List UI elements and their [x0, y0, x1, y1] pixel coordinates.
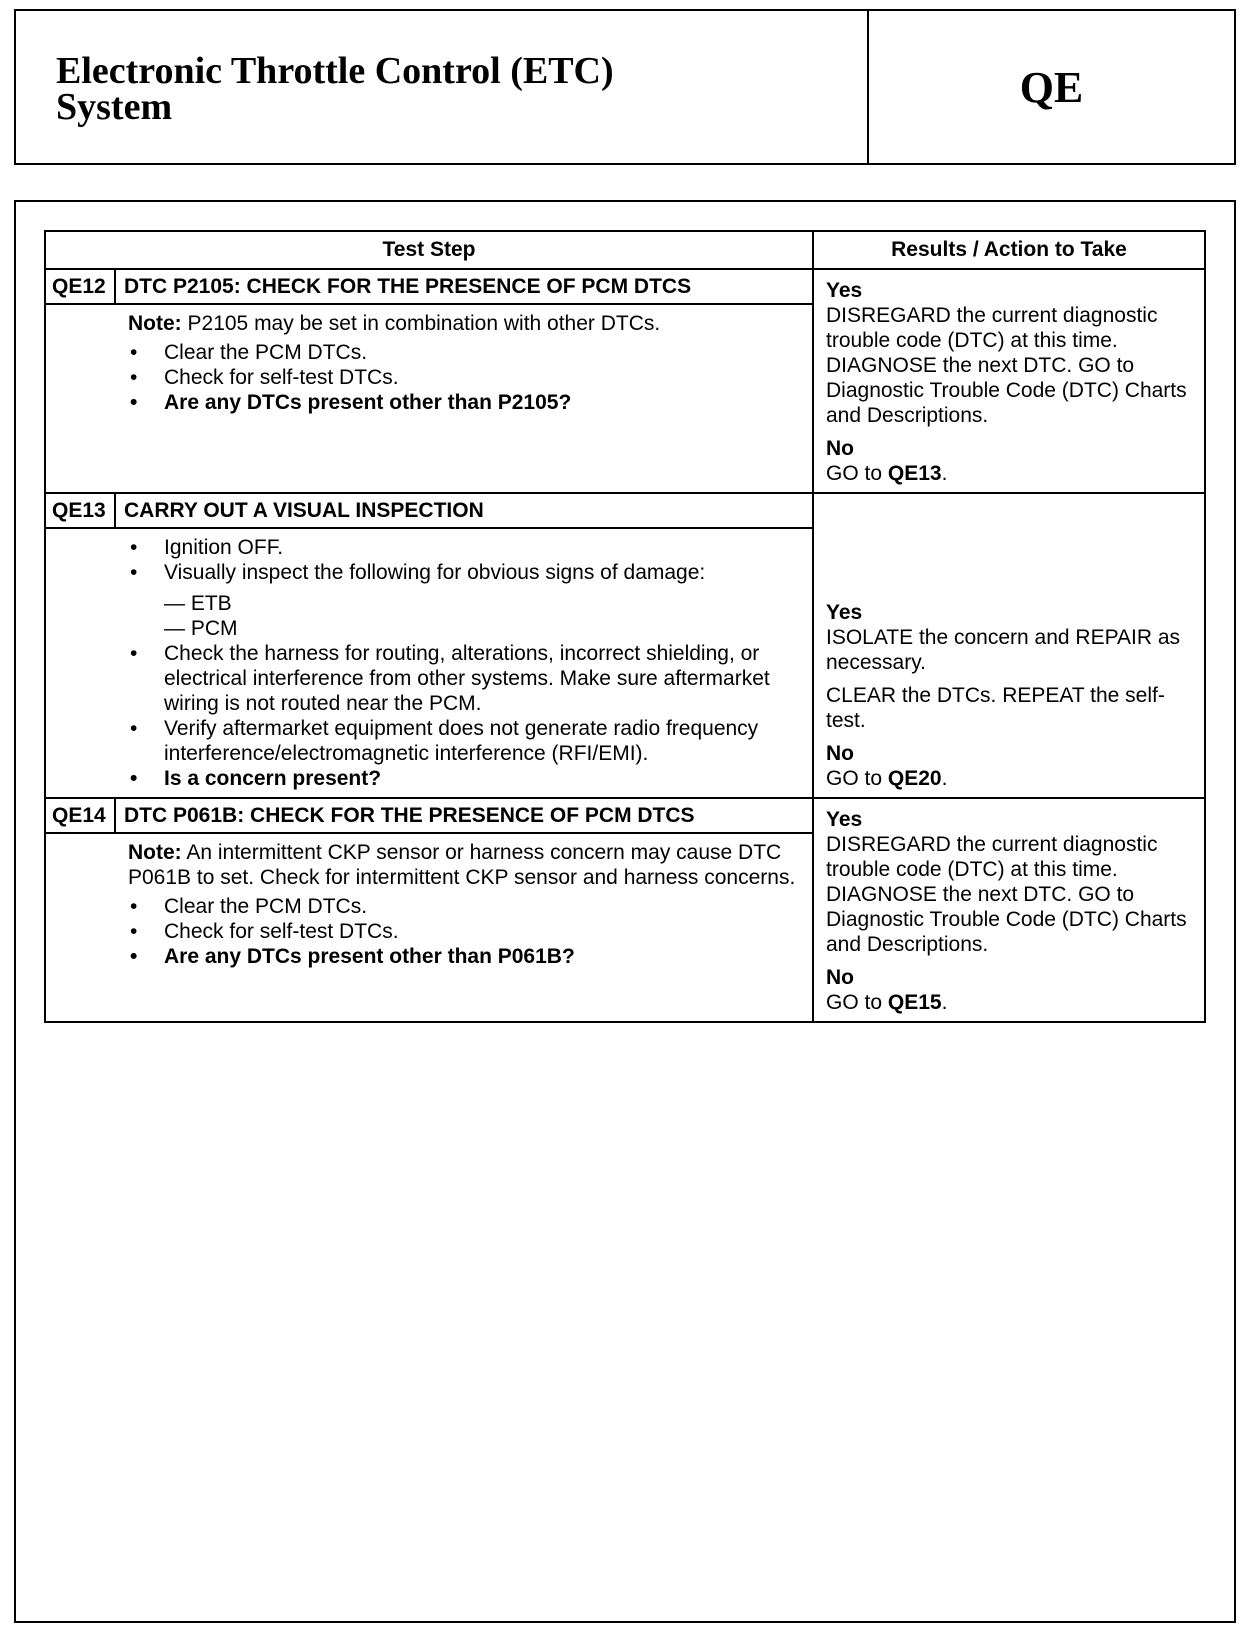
yes-action-2: CLEAR the DTCs. REPEAT the self-test.: [826, 684, 1165, 732]
step-bullets: [128, 894, 802, 969]
step-title-row: [46, 799, 812, 834]
test-step-cell: [46, 799, 814, 1021]
test-step-cell: [46, 270, 814, 492]
component-item: — PCM: [164, 617, 238, 640]
step-question: • Are any DTCs present other than P2105?: [128, 390, 802, 415]
header-title-line1: Electronic Throttle Control (ETC): [56, 50, 614, 92]
component-item: — ETB: [164, 592, 232, 615]
list-item: • Check for self-test DTCs.: [128, 919, 802, 944]
step-id: QE14: [46, 799, 116, 832]
no-suffix: .: [941, 462, 948, 485]
list-item: • Visually inspect the following for obvious signs of damage:: [128, 560, 802, 585]
column-header-test-step: Test Step: [46, 232, 814, 268]
step-row-qe13: [46, 494, 1204, 799]
no-target: QE20: [887, 767, 942, 790]
step-title: CARRY OUT A VISUAL INSPECTION: [124, 499, 484, 522]
step-note: [128, 840, 802, 890]
step-title-row: [46, 494, 812, 529]
no-label: No: [826, 742, 854, 765]
column-header-results: Results / Action to Take: [891, 238, 1127, 261]
step-bullets: [128, 340, 802, 415]
step-row-qe12: [46, 270, 1204, 494]
list-item: • Ignition OFF.: [128, 535, 802, 560]
yes-label: Yes: [826, 808, 863, 831]
no-label: No: [826, 437, 854, 460]
component-list: [128, 591, 802, 641]
step-title: DTC P061B: CHECK FOR THE PRESENCE OF PCM DTCS: [124, 804, 695, 827]
no-target: QE15: [887, 991, 942, 1014]
list-item: • Clear the PCM DTCs.: [128, 894, 802, 919]
step-row-qe14: [46, 799, 1204, 1021]
list-item: • Check the harness for routing, alterations, incorrect shielding, or electrical interference from other systems. Make sure aftermarket wiring is not routed near the PCM.: [128, 641, 802, 716]
yes-label: Yes: [826, 601, 863, 624]
no-suffix: .: [941, 991, 948, 1014]
no-prefix: GO to: [826, 991, 888, 1014]
header-title-line2: System: [56, 86, 173, 128]
yes-action: ISOLATE the concern and REPAIR as necessary.: [826, 626, 1181, 674]
no-prefix: GO to: [826, 767, 888, 790]
diagnostic-table: [44, 230, 1206, 1023]
no-label: No: [826, 966, 854, 989]
list-item: • Verify aftermarket equipment does not generate radio frequency interference/electromagnetic interference (RFI/EMI).: [128, 716, 802, 766]
list-item: • Check for self-test DTCs.: [128, 365, 802, 390]
step-body: [46, 305, 812, 421]
test-step-cell: [46, 494, 814, 797]
no-target: QE13: [887, 462, 942, 485]
step-question: • Are any DTCs present other than P061B?: [128, 944, 802, 969]
table-header: [46, 232, 1204, 270]
results-cell: [814, 799, 1204, 1021]
step-bullets: [128, 641, 802, 791]
results-cell: [814, 494, 1204, 797]
step-body: [46, 529, 812, 797]
step-id: QE13: [46, 494, 116, 527]
step-note: [128, 311, 802, 336]
no-suffix: .: [941, 767, 948, 790]
yes-action: DISREGARD the current diagnostic trouble code (DTC) at this time. DIAGNOSE the next DTC. GO to Diagnostic Trouble Code (DTC) Charts and Descriptions.: [826, 304, 1187, 427]
note-text: P2105 may be set in combination with other DTCs.: [181, 312, 661, 335]
step-id: QE12: [46, 270, 116, 303]
no-action: [826, 766, 1196, 791]
section-code: QE: [1019, 62, 1084, 112]
step-title-row: [46, 270, 812, 305]
note-text: An intermittent CKP sensor or harness concern may cause DTC P061B to set. Check for intermittent CKP sensor and harness concerns.: [128, 841, 796, 889]
header-title: [16, 11, 869, 163]
page-header: [14, 9, 1236, 165]
step-question: • Is a concern present?: [128, 766, 802, 791]
no-action: [826, 461, 1196, 486]
step-body: [46, 834, 812, 975]
yes-label: Yes: [826, 279, 863, 302]
step-title: DTC P2105: CHECK FOR THE PRESENCE OF PCM DTCS: [124, 275, 692, 298]
no-prefix: GO to: [826, 462, 888, 485]
step-bullets: [128, 535, 802, 585]
list-item: • Clear the PCM DTCs.: [128, 340, 802, 365]
note-label: Note:: [128, 312, 182, 335]
yes-action: DISREGARD the current diagnostic trouble code (DTC) at this time. DIAGNOSE the next DTC. GO to Diagnostic Trouble Code (DTC) Charts and Descriptions.: [826, 833, 1187, 956]
results-cell: [814, 270, 1204, 492]
no-action: [826, 990, 1196, 1015]
note-label: Note:: [128, 841, 182, 864]
